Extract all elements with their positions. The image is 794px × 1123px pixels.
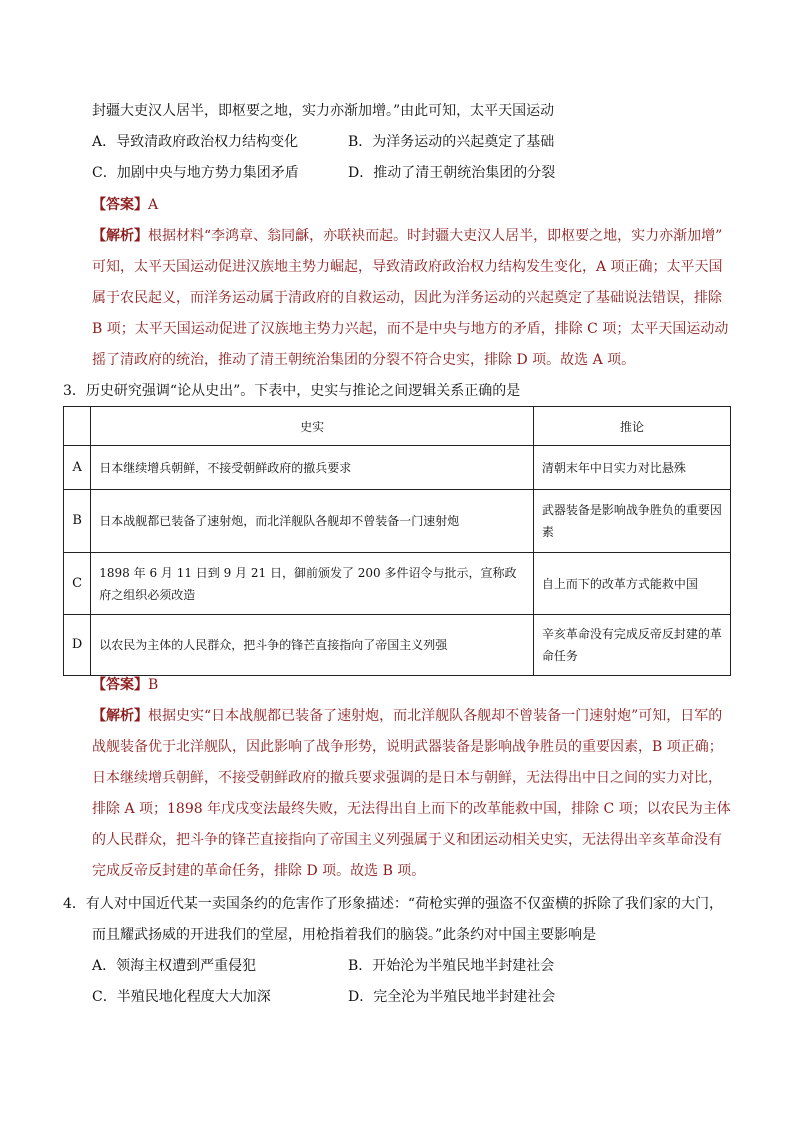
q2-analysis-line-2: 可知，太平天国运动促进汉族地主势力崛起，导致清政府政治权力结构发生变化，A 项正确；太平天国 bbox=[92, 259, 723, 275]
analysis-tag: 【解析】 bbox=[92, 228, 148, 244]
row-fact: 日本继续增兵朝鲜，不接受朝鲜政府的撤兵要求 bbox=[91, 446, 534, 490]
q3-stem: 3．历史研究强调“论从史出”。下表中，史实与推论之间逻辑关系正确的是 bbox=[63, 383, 521, 399]
q3-analysis-line-2: 战舰装备优于北洋舰队，因此影响了战争形势，说明武器装备是影响战争胜员的重要因素，B 项正确； bbox=[92, 739, 723, 755]
q3-analysis-line-6: 完成反帝反封建的革命任务，排除 D 项。故选 B 项。 bbox=[92, 863, 426, 879]
row-label: B bbox=[64, 490, 91, 553]
q4-option-a: A．领海主权遭到严重侵犯 bbox=[92, 958, 257, 974]
table-row bbox=[64, 615, 731, 676]
row-label: A bbox=[64, 446, 91, 490]
row-infer: 自上而下的改革方式能救中国 bbox=[533, 553, 730, 615]
row-fact: 以农民为主体的人民群众，把斗争的锋芒直接指向了帝国主义列强 bbox=[91, 615, 534, 676]
row-label: D bbox=[64, 615, 91, 676]
q4-option-c: C．半殖民地化程度大大加深 bbox=[92, 989, 271, 1005]
q4-stem-line-1: 4．有人对中国近代某一卖国条约的危害作了形象描述：“荷枪实弹的强盗不仅蛮横的拆除了我们家的大门， bbox=[63, 896, 724, 912]
q2-stem: 封疆大吏汉人居半，即枢要之地，实力亦渐加增。”由此可知，太平天国运动 bbox=[92, 103, 555, 119]
q3-analysis-line-5: 的人民群众，把斗争的锋芒直接指向了帝国主义列强属于义和团运动相关史实，无法得出辛亥革命没有 bbox=[92, 832, 722, 848]
q2-analysis-line-1 bbox=[92, 226, 722, 246]
q2-option-a: A．导致清政府政治权力结构变化 bbox=[92, 134, 299, 150]
q3-analysis-line-1 bbox=[92, 706, 722, 726]
table-row bbox=[64, 553, 731, 615]
q2-option-c: C．加剧中央与地方势力集团矛盾 bbox=[92, 165, 299, 181]
answer-value: A bbox=[148, 197, 159, 213]
q4-option-d: D．完全沦为半殖民地半封建社会 bbox=[348, 989, 556, 1005]
table-header-infer: 推论 bbox=[533, 407, 730, 446]
q3-answer bbox=[92, 675, 158, 695]
row-fact: 1898 年 6 月 11 日到 9 月 21 日，御前颁发了 200 多件诏令与批示，宣称政府之组织必须改造 bbox=[91, 553, 534, 615]
q2-analysis-line-5: 摇了清政府的统治，推动了清王朝统治集团的分裂不符合史实，排除 D 项。故选 A 项。 bbox=[92, 352, 636, 368]
row-infer: 清朝末年中日实力对比悬殊 bbox=[533, 446, 730, 490]
row-label: C bbox=[64, 553, 91, 615]
table-row bbox=[64, 490, 731, 553]
row-infer: 辛亥革命没有完成反帝反封建的革命任务 bbox=[533, 615, 730, 676]
row-infer: 武器装备是影响战争胜负的重要因素 bbox=[533, 490, 730, 553]
q2-option-d: D．推动了清王朝统治集团的分裂 bbox=[348, 165, 556, 181]
table-header-fact: 史实 bbox=[91, 407, 534, 446]
q3-analysis-line-3: 日本继续增兵朝鲜，不接受朝鲜政府的撤兵要求强调的是日本与朝鲜，无法得出中日之间的实力对比， bbox=[92, 770, 722, 786]
table-row bbox=[64, 446, 731, 490]
q3-analysis-line-4: 排除 A 项；1898 年戊戌变法最终失败，无法得出自上而下的改革能救中国，排除 C 项；以农民为主体 bbox=[92, 801, 731, 817]
q2-analysis-line-3: 属于农民起义，而洋务运动属于清政府的自救运动，因此为洋务运动的兴起奠定了基础说法错误，排除 bbox=[92, 290, 722, 306]
answer-tag: 【答案】 bbox=[92, 677, 148, 693]
q4-option-b: B．开始沦为半殖民地半封建社会 bbox=[348, 958, 555, 974]
q4-stem-line-2: 而且耀武扬威的开进我们的堂屋，用枪指着我们的脑袋。”此条约对中国主要影响是 bbox=[92, 927, 597, 943]
q2-analysis-line-4: B 项；太平天国运动促进了汉族地主势力兴起，而不是中央与地方的矛盾，排除 C 项；太平天国运动动 bbox=[92, 321, 729, 337]
q3-table bbox=[63, 406, 731, 676]
analysis-text: 根据材料“李鸿章、翁同龢，亦联袂而起。时封疆大吏汉人居半，即枢要之地，实力亦渐加增” bbox=[148, 228, 723, 244]
q2-answer bbox=[92, 195, 158, 215]
table-header-row bbox=[64, 407, 731, 446]
q2-option-b: B．为洋务运动的兴起奠定了基础 bbox=[348, 134, 555, 150]
table-header-label bbox=[64, 407, 91, 446]
analysis-tag: 【解析】 bbox=[92, 708, 148, 724]
answer-value: B bbox=[148, 677, 159, 693]
analysis-text: 根据史实“日本战舰都已装备了速射炮，而北洋舰队各舰却不曾装备一门速射炮”可知，日军的 bbox=[148, 708, 723, 724]
answer-tag: 【答案】 bbox=[92, 197, 148, 213]
row-fact: 日本战舰都已装备了速射炮，而北洋舰队各舰却不曾装备一门速射炮 bbox=[91, 490, 534, 553]
